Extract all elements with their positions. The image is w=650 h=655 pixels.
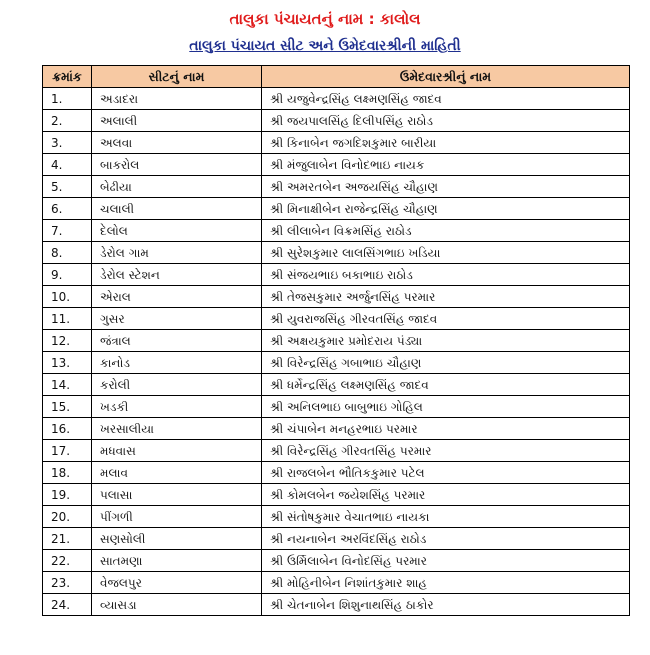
candidate-name-cell: શ્રી અમરતબેન અજયસિંહ ચૌહાણ	[262, 176, 630, 198]
serial-cell: 13.	[43, 352, 92, 374]
table-row	[43, 308, 630, 330]
serial-cell: 9.	[43, 264, 92, 286]
serial-cell: 21.	[43, 528, 92, 550]
column-header-candidate: ઉમેદવારશ્રીનું નામ	[262, 66, 630, 88]
serial-cell: 19.	[43, 484, 92, 506]
table-row	[43, 110, 630, 132]
column-header-serial: ક્રમાંક	[43, 66, 92, 88]
serial-cell: 14.	[43, 374, 92, 396]
table-row	[43, 88, 630, 110]
candidate-name-cell: શ્રી ઉર્મિલાબેન વિનોદસિંહ પરમાર	[262, 550, 630, 572]
seat-name-cell: સાતમણા	[92, 550, 262, 572]
serial-cell: 16.	[43, 418, 92, 440]
candidate-name-cell: શ્રી સંતોષકુમાર વેચાતભાઇ નાયકા	[262, 506, 630, 528]
seat-name-cell: દેલોલ	[92, 220, 262, 242]
serial-cell: 1.	[43, 88, 92, 110]
seat-name-cell: પીંગળી	[92, 506, 262, 528]
serial-cell: 18.	[43, 462, 92, 484]
table-row	[43, 484, 630, 506]
seat-name-cell: ડેરોલ ગામ	[92, 242, 262, 264]
table-row	[43, 176, 630, 198]
serial-cell: 3.	[43, 132, 92, 154]
seat-name-cell: ખડકી	[92, 396, 262, 418]
candidate-name-cell: શ્રી વિરેન્દ્રસિંહ ગીરવતસિંહ પરમાર	[262, 440, 630, 462]
serial-cell: 7.	[43, 220, 92, 242]
candidate-name-cell: શ્રી મોહિનીબેન નિશાંતકુમાર શાહ	[262, 572, 630, 594]
table-row	[43, 418, 630, 440]
serial-cell: 22.	[43, 550, 92, 572]
seat-name-cell: કરોલી	[92, 374, 262, 396]
table-row	[43, 572, 630, 594]
candidate-name-cell: શ્રી સંજયભાઇ બકાભાઇ રાઠોડ	[262, 264, 630, 286]
candidate-name-cell: શ્રી મંજુલાબેન વિનોદભાઇ નાયક	[262, 154, 630, 176]
seat-name-cell: અલવા	[92, 132, 262, 154]
table-row	[43, 154, 630, 176]
candidate-name-cell: શ્રી મિનાક્ષીબેન રાજેન્દ્રસિંહ ચૌહાણ	[262, 198, 630, 220]
serial-cell: 11.	[43, 308, 92, 330]
seat-name-cell: વેજલપુર	[92, 572, 262, 594]
table-row	[43, 220, 630, 242]
candidate-name-cell: શ્રી નયનાબેન અરવિંદસિંહ રાઠોડ	[262, 528, 630, 550]
column-header-seat: સીટનું નામ	[92, 66, 262, 88]
serial-cell: 2.	[43, 110, 92, 132]
table-row	[43, 264, 630, 286]
candidate-name-cell: શ્રી રાજલબેન ભૌતિકકુમાર પટેલ	[262, 462, 630, 484]
table-row	[43, 594, 630, 616]
serial-cell: 10.	[43, 286, 92, 308]
table-row	[43, 352, 630, 374]
candidate-name-cell: શ્રી જયપાલસિંહ દિલીપસિંહ રાઠોડ	[262, 110, 630, 132]
seat-name-cell: બાકરોલ	[92, 154, 262, 176]
seat-name-cell: કાનોડ	[92, 352, 262, 374]
candidate-name-cell: શ્રી કિનાબેન જગદિશકુમાર બારીયા	[262, 132, 630, 154]
table-row	[43, 440, 630, 462]
seat-name-cell: ચલાલી	[92, 198, 262, 220]
serial-cell: 15.	[43, 396, 92, 418]
seat-name-cell: અડાદરા	[92, 88, 262, 110]
table-row	[43, 462, 630, 484]
table-row	[43, 286, 630, 308]
candidate-name-cell: શ્રી યુવરાજસિંહ ગીરવતસિંહ જાદવ	[262, 308, 630, 330]
candidate-name-cell: શ્રી ચંપાબેન મનહરભાઇ પરમાર	[262, 418, 630, 440]
table-row	[43, 374, 630, 396]
seat-candidate-table	[42, 65, 630, 616]
serial-cell: 24.	[43, 594, 92, 616]
table-row	[43, 396, 630, 418]
serial-cell: 6.	[43, 198, 92, 220]
candidate-name-cell: શ્રી ચેતનાબેન શિશુનાથસિંહ ઠાકોર	[262, 594, 630, 616]
seat-name-cell: ખરસાલીયા	[92, 418, 262, 440]
seat-name-cell: ગુસર	[92, 308, 262, 330]
serial-cell: 23.	[43, 572, 92, 594]
serial-cell: 8.	[43, 242, 92, 264]
table-row	[43, 198, 630, 220]
table-row	[43, 506, 630, 528]
page-subtitle: તાલુકા પંચાયત સીટ અને ઉમેદવારશ્રીની માહિતી	[189, 38, 461, 54]
page-title: તાલુકા પંચાયતનું નામ : કાલોલ	[229, 10, 421, 28]
seat-name-cell: વ્યાસડા	[92, 594, 262, 616]
candidate-name-cell: શ્રી વિરેન્દ્રસિંહ ગબાભાઇ ચૌહાણ	[262, 352, 630, 374]
seat-name-cell: મધવાસ	[92, 440, 262, 462]
candidate-name-cell: શ્રી અનિલભાઇ બાબુભાઇ ગોહિલ	[262, 396, 630, 418]
serial-cell: 20.	[43, 506, 92, 528]
table-row	[43, 242, 630, 264]
serial-cell: 12.	[43, 330, 92, 352]
table-row	[43, 528, 630, 550]
candidate-name-cell: શ્રી લીલાબેન વિક્રમસિંહ રાઠોડ	[262, 220, 630, 242]
seat-name-cell: જંત્રાલ	[92, 330, 262, 352]
table-row	[43, 550, 630, 572]
table-header-row	[43, 66, 630, 88]
candidate-name-cell: શ્રી સુરેશકુમાર લાલસિંગભાઇ ખડિયા	[262, 242, 630, 264]
candidate-name-cell: શ્રી ધર્મેન્દ્રસિંહ લક્ષ્મણસિંહ જાદવ	[262, 374, 630, 396]
table-row	[43, 132, 630, 154]
seat-name-cell: એરાલ	[92, 286, 262, 308]
seat-name-cell: સણસોલી	[92, 528, 262, 550]
candidate-name-cell: શ્રી અક્ષયકુમાર પ્રમોદરાય પંડ્યા	[262, 330, 630, 352]
seat-name-cell: પલાસા	[92, 484, 262, 506]
serial-cell: 5.	[43, 176, 92, 198]
candidate-name-cell: શ્રી તેજસકુમાર અર્જુનસિંહ પરમાર	[262, 286, 630, 308]
seat-name-cell: ડેરોલ સ્ટેશન	[92, 264, 262, 286]
seat-name-cell: બેઢીયા	[92, 176, 262, 198]
seat-name-cell: અલાલી	[92, 110, 262, 132]
table-row	[43, 330, 630, 352]
seat-name-cell: મલાવ	[92, 462, 262, 484]
candidate-name-cell: શ્રી યજુવેન્દ્રસિંહ લક્ષ્મણસિંહ જાદવ	[262, 88, 630, 110]
serial-cell: 4.	[43, 154, 92, 176]
candidate-name-cell: શ્રી કોમલબેન જયેશસિંહ પરમાર	[262, 484, 630, 506]
serial-cell: 17.	[43, 440, 92, 462]
